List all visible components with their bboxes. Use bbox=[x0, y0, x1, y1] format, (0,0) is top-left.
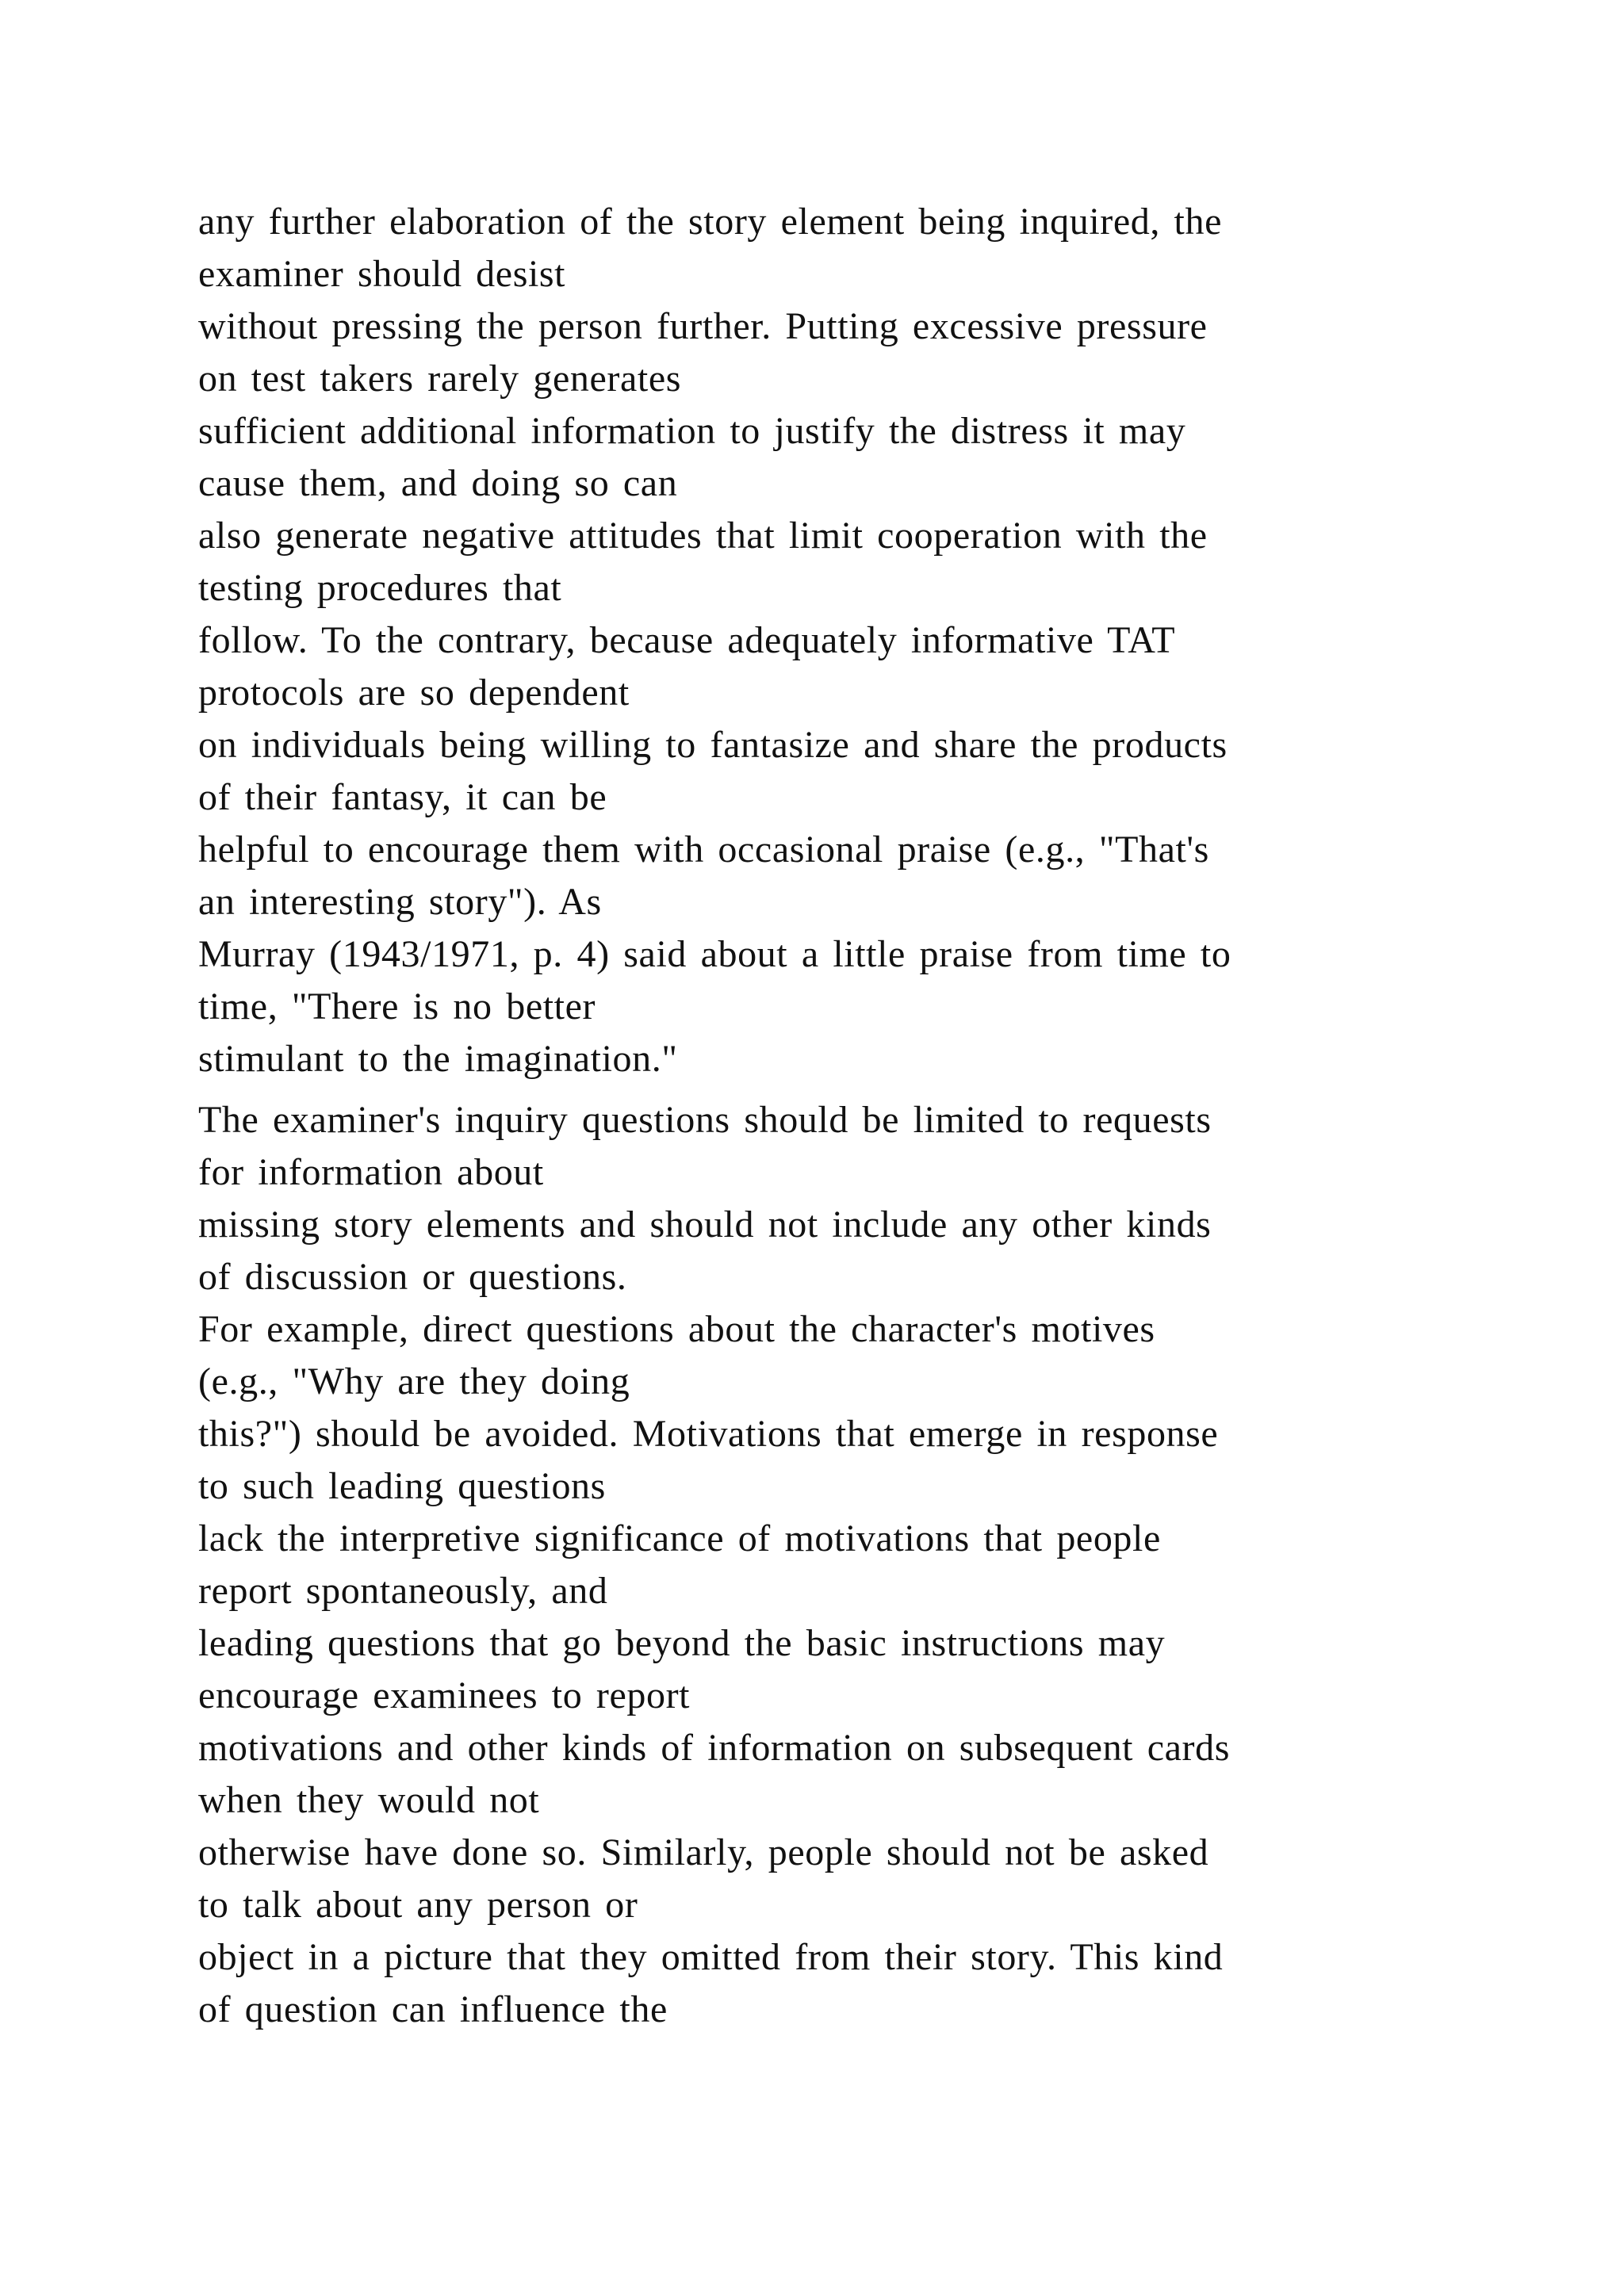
text-line: missing story elements and should not include any other kinds bbox=[198, 1203, 1212, 1246]
text-line: time, "There is no better bbox=[198, 985, 596, 1027]
text-line: Murray (1943/1971, p. 4) said about a little praise from time to bbox=[198, 933, 1231, 975]
text-line: lack the interpretive significance of motivations that people bbox=[198, 1517, 1161, 1559]
text-line: otherwise have done so. Similarly, people should not be asked bbox=[198, 1831, 1209, 1873]
text-line: helpful to encourage them with occasional praise (e.g., "That's bbox=[198, 828, 1209, 871]
text-line: this?") should be avoided. Motivations that emerge in response bbox=[198, 1413, 1219, 1455]
text-line: cause them, and doing so can bbox=[198, 462, 678, 504]
paragraph-2 bbox=[198, 1094, 1499, 2036]
text-line: report spontaneously, and bbox=[198, 1570, 608, 1612]
text-line: object in a picture that they omitted from their story. This kind bbox=[198, 1936, 1224, 1978]
text-line: sufficient additional information to justify the distress it may bbox=[198, 410, 1186, 452]
text-line: leading questions that go beyond the basic instructions may bbox=[198, 1622, 1166, 1664]
text-line: of their fantasy, it can be bbox=[198, 776, 607, 818]
text-line: encourage examinees to report bbox=[198, 1674, 691, 1716]
text-line: protocols are so dependent bbox=[198, 672, 630, 714]
text-line: for information about bbox=[198, 1151, 544, 1193]
text-line: without pressing the person further. Putting excessive pressure bbox=[198, 305, 1208, 347]
text-line: when they would not bbox=[198, 1779, 540, 1821]
paragraph-1 bbox=[198, 196, 1499, 1085]
text-line: to such leading questions bbox=[198, 1465, 606, 1507]
text-line: (e.g., "Why are they doing bbox=[198, 1360, 630, 1402]
text-line: motivations and other kinds of information on subsequent cards bbox=[198, 1727, 1230, 1769]
text-line: of discussion or questions. bbox=[198, 1256, 627, 1298]
text-line: also generate negative attitudes that limit cooperation with the bbox=[198, 515, 1208, 557]
text-line: examiner should desist bbox=[198, 253, 566, 295]
text-line: For example, direct questions about the character's motives bbox=[198, 1308, 1155, 1350]
text-line: The examiner's inquiry questions should be limited to requests bbox=[198, 1099, 1212, 1141]
text-line: on test takers rarely generates bbox=[198, 358, 681, 400]
text-line: follow. To the contrary, because adequately informative TAT bbox=[198, 619, 1176, 661]
text-line: testing procedures that bbox=[198, 567, 562, 609]
text-line: to talk about any person or bbox=[198, 1884, 638, 1926]
text-line: of question can influence the bbox=[198, 1988, 668, 2030]
text-line: any further elaboration of the story element being inquired, the bbox=[198, 201, 1222, 243]
text-line: an interesting story"). As bbox=[198, 881, 602, 923]
text-line: on individuals being willing to fantasize and share the products bbox=[198, 724, 1228, 766]
text-line: stimulant to the imagination." bbox=[198, 1038, 678, 1080]
